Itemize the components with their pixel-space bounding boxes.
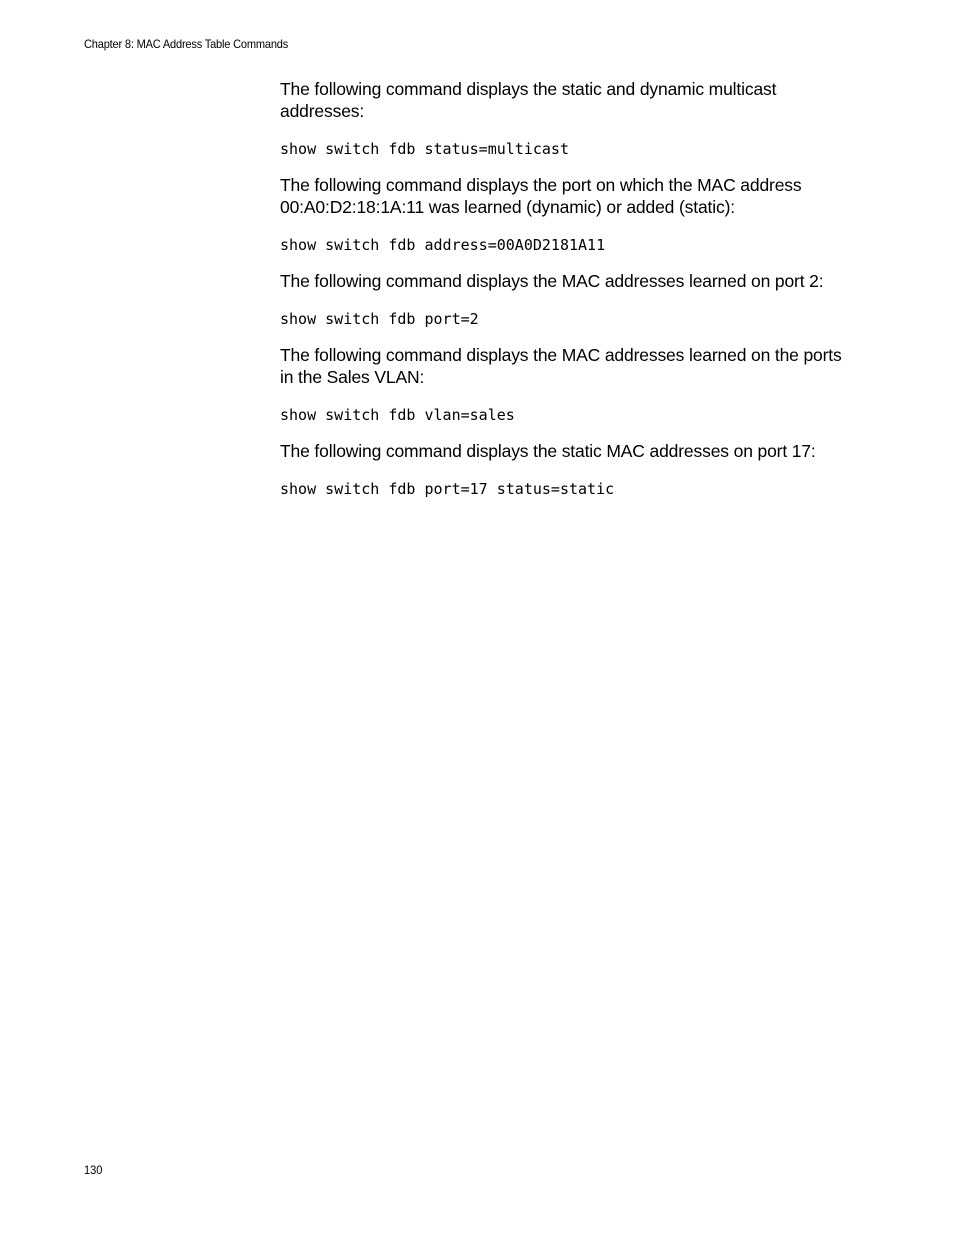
example-description-1: The following command displays the static and dynamic multicast addresses: <box>280 79 777 121</box>
page-number: 130 <box>84 1163 103 1177</box>
example-description-4: The following command displays the MAC addresses learned on the ports in the Sales VLAN: <box>280 345 842 387</box>
page-content <box>280 78 850 499</box>
running-header: Chapter 8: MAC Address Table Commands <box>84 37 289 51</box>
example-command-1: show switch fdb status=multicast <box>280 140 569 158</box>
example-command-2: show switch fdb address=00A0D2181A11 <box>280 236 606 254</box>
example-command-5: show switch fdb port=17 status=static <box>280 480 615 498</box>
example-command-3: show switch fdb port=2 <box>280 310 479 328</box>
example-description-5: The following command displays the static MAC addresses on port 17: <box>280 441 816 461</box>
example-command-4: show switch fdb vlan=sales <box>280 406 515 424</box>
example-description-2: The following command displays the port on which the MAC address 00:A0:D2:18:1A:11 was learned (dynamic) or added (static): <box>280 175 802 217</box>
example-description-3: The following command displays the MAC addresses learned on port 2: <box>280 271 824 291</box>
